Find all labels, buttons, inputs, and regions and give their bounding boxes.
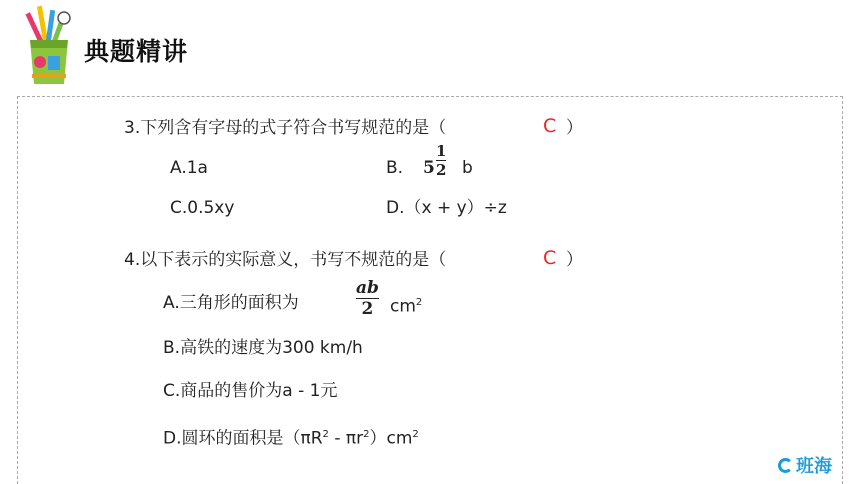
q3-option-b-whole: 5 bbox=[423, 158, 435, 178]
q4-a-unit-sup: 2 bbox=[415, 297, 423, 308]
q4-a-numerator: ab bbox=[356, 278, 379, 298]
q4-stem: 4.以下表示的实际意义，书写不规范的是（ bbox=[124, 250, 447, 270]
q4-option-d bbox=[163, 425, 419, 449]
q4-a-unit-text: cm bbox=[390, 296, 416, 317]
q3-option-a: A.1a bbox=[170, 158, 208, 178]
q3-b-denominator: 2 bbox=[436, 161, 447, 179]
q3-stem-close: ） bbox=[566, 118, 583, 138]
q3-option-b-variable: b bbox=[462, 158, 473, 178]
q4-stem-close: ） bbox=[566, 250, 583, 270]
q3-stem: 3.下列含有字母的式子符合书写规范的是（ bbox=[124, 118, 447, 138]
q3-answer: C bbox=[543, 115, 557, 137]
q4-option-b: B.高铁的速度为300 km/h bbox=[163, 338, 363, 358]
q4-option-c: C.商品的售价为a - 1元 bbox=[163, 381, 338, 401]
brand-name: 班海 bbox=[796, 456, 832, 477]
q4-a-denominator: 2 bbox=[361, 299, 374, 319]
q3-option-b-label: B. bbox=[386, 158, 404, 178]
q4-d-pre: D.圆环的面积是（πR bbox=[163, 428, 323, 449]
q4-option-a-label: A.三角形的面积为 bbox=[163, 293, 299, 313]
q4-option-a-fraction bbox=[356, 278, 379, 319]
brand-swirl-icon bbox=[778, 458, 793, 473]
q4-d-sup3: 2 bbox=[412, 429, 419, 440]
q4-d-mid: - πr bbox=[328, 428, 364, 449]
pencil-cup-logo-icon bbox=[18, 4, 80, 88]
q4-d-sup2: 2 bbox=[363, 429, 370, 440]
q4-option-a-unit bbox=[390, 293, 422, 317]
page-title: 典题精讲 bbox=[84, 37, 189, 66]
q3-option-c: C.0.5xy bbox=[170, 198, 235, 218]
brand-logo bbox=[778, 452, 832, 478]
content-frame bbox=[17, 96, 843, 484]
q3-option-d: D.（x + y）÷z bbox=[386, 198, 507, 218]
q4-d-sup1: 2 bbox=[322, 429, 329, 440]
q3-b-numerator: 1 bbox=[436, 142, 447, 160]
q4-d-post: ）cm bbox=[369, 428, 413, 449]
q4-answer: C bbox=[543, 247, 557, 269]
q3-option-b-fraction bbox=[436, 142, 446, 179]
